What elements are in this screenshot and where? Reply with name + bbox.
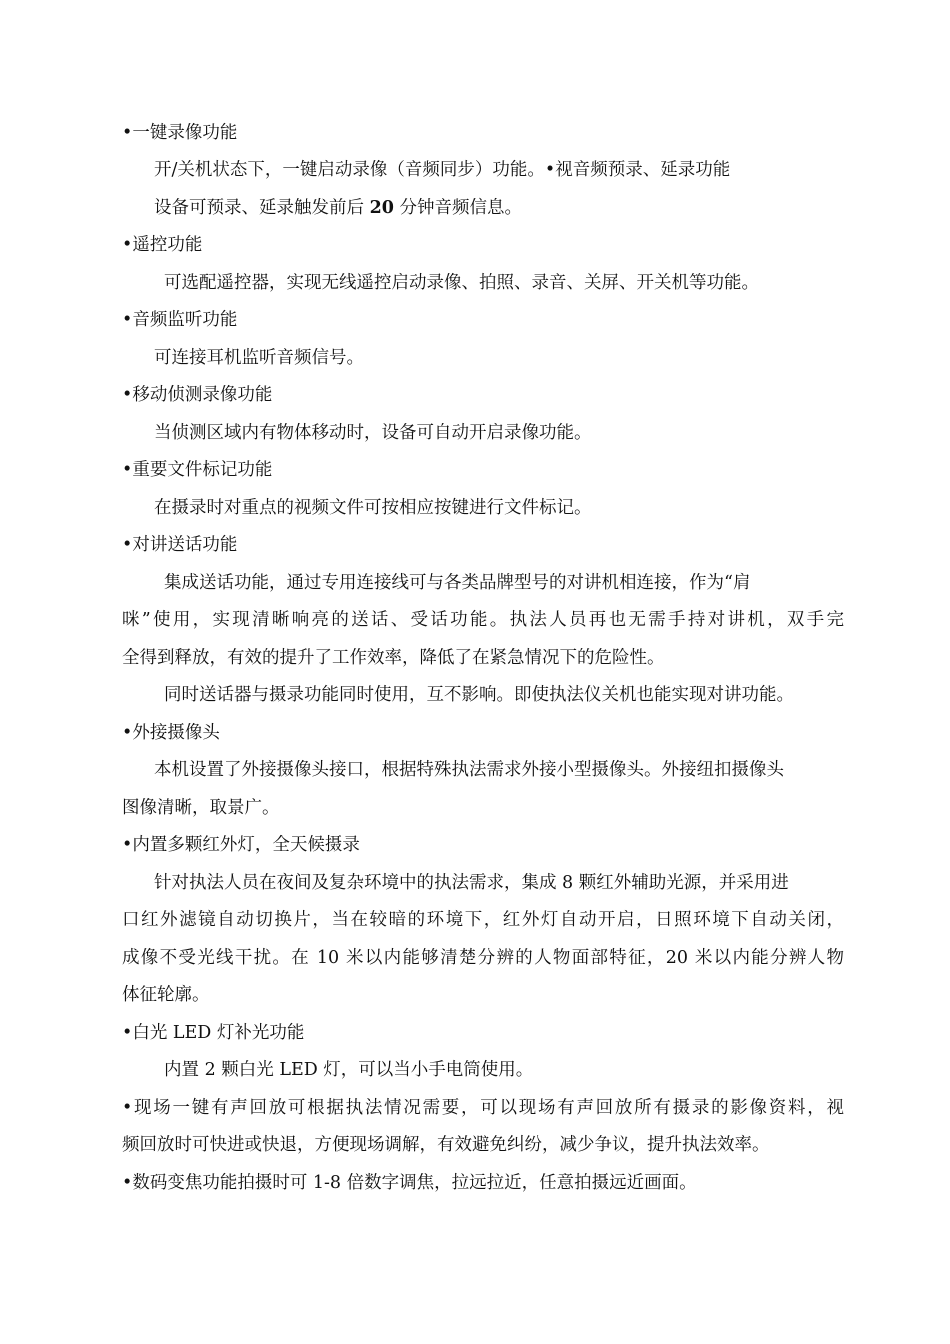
heading-playback: •现场一键有声回放可根据执法情况需要，可以现场有声回放所有摄录的影像资料，视 [122,1098,844,1118]
body-line: 在摄录时对重点的视频文件可按相应按键进行文件标记。 [154,498,592,518]
text-run: 设备可预录、延录触发前后 [154,198,370,218]
body-line: 全得到释放，有效的提升了工作效率，降低了在紧急情况下的危险性。 [122,648,665,668]
bold-number: 20 [369,198,394,218]
body-line: 集成送话功能，通过专用连接线可与各类品牌型号的对讲机相连接，作为“肩 [164,573,751,593]
body-line: 咪”使用，实现清晰响亮的送话、受话功能。执法人员再也无需手持对讲机，双手完 [122,610,844,630]
heading-file-mark: •重要文件标记功能 [122,460,273,480]
body-line: 可选配遥控器，实现无线遥控启动录像、拍照、录音、关屏、开关机等功能。 [164,273,759,293]
heading-digital-zoom: •数码变焦功能拍摄时可 1-8 倍数字调焦，拉远拉近，任意拍摄远近画面。 [122,1173,697,1193]
heading-motion-detect: •移动侦测录像功能 [122,385,273,405]
heading-intercom: •对讲送话功能 [122,535,238,555]
body-line: 开/关机状态下，一键启动录像（音频同步）功能。•视音频预录、延录功能 [154,160,731,180]
body-line: 同时送话器与摄录功能同时使用，互不影响。即使执法仪关机也能实现对讲功能。 [164,685,794,705]
heading-led-light: •白光 LED 灯补光功能 [122,1023,305,1043]
heading-audio-monitor: •音频监听功能 [122,310,238,330]
heading-infrared: •内置多颗红外灯，全天候摄录 [122,835,360,855]
body-line: 体征轮廓。 [122,985,210,1005]
heading-one-key-record: •一键录像功能 [122,123,238,143]
body-line: 图像清晰，取景广。 [122,798,280,818]
heading-external-camera: •外接摄像头 [122,723,220,743]
body-line: 成像不受光线干扰。在 10 米以内能够清楚分辨的人物面部特征，20 米以内能分辨人物 [122,948,844,968]
text-run: 分钟音频信息。 [393,198,522,218]
body-line: 内置 2 颗白光 LED 灯，可以当小手电筒使用。 [164,1060,534,1080]
body-line: 口红外滤镜自动切换片，当在较暗的环境下，红外灯自动开启，日照环境下自动关闭， [122,910,844,930]
heading-remote-control: •遥控功能 [122,235,203,255]
body-line: 可连接耳机监听音频信号。 [154,348,364,368]
body-line [154,196,844,220]
body-line: 针对执法人员在夜间及复杂环境中的执法需求，集成 8 颗红外辅助光源，并采用进 [154,873,789,893]
body-line: 本机设置了外接摄像头接口，根据特殊执法需求外接小型摄像头。外接纽扣摄像头 [154,760,784,780]
body-line: 频回放时可快进或快退，方便现场调解，有效避免纠纷，减少争议，提升执法效率。 [122,1135,770,1155]
body-line: 当侦测区域内有物体移动时，设备可自动开启录像功能。 [154,423,592,443]
